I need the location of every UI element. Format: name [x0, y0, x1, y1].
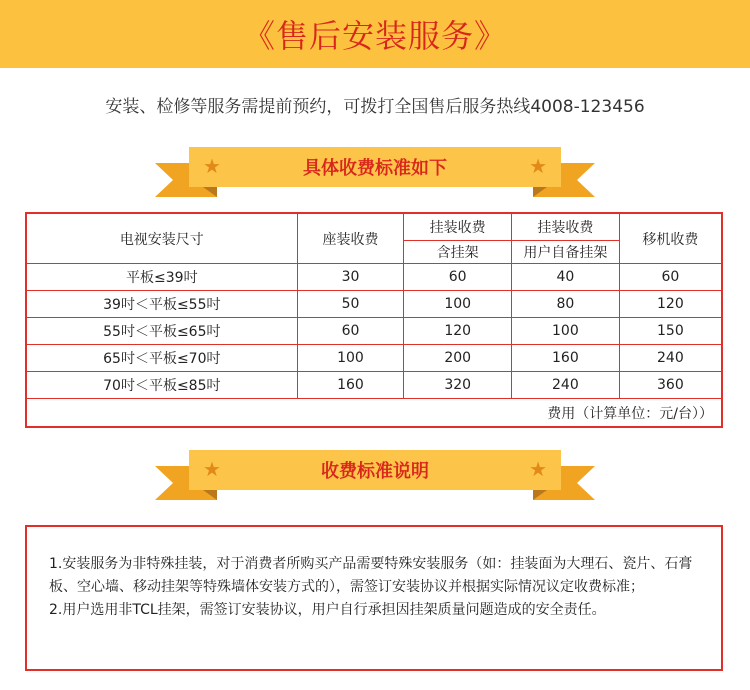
fee-explanation-ribbon: [155, 450, 595, 500]
seat-fee-cell: 100: [297, 345, 404, 372]
table-row: [26, 264, 722, 291]
header-wall-fee-own-bracket: 挂装收费: [512, 213, 620, 241]
ribbon-band: [189, 147, 561, 187]
explanation-item: 1.安装服务为非特殊挂装，对于消费者所购买产品需要特殊安装服务（如：挂装面为大理石、瓷片、石膏板、空心墙、移动挂架等特殊墙体安装方式的），需签订安装协议并根据实际情况议定收费标准；: [49, 556, 693, 595]
fee-table: [25, 212, 723, 428]
wall-fee-own-bracket-cell: 40: [512, 264, 620, 291]
wall-fee-with-bracket-cell: 120: [404, 318, 512, 345]
fee-explanation-box: [25, 525, 723, 671]
star-icon: ★: [203, 154, 221, 178]
ribbon-label: 收费标准说明: [321, 461, 429, 482]
page-title: 《售后安装服务》: [242, 17, 507, 55]
table-row: [26, 372, 722, 399]
fee-standard-ribbon: [155, 147, 595, 197]
header-banner: [0, 0, 750, 68]
header-tv-size: 电视安装尺寸: [26, 213, 297, 264]
table-row: [26, 291, 722, 318]
star-icon: ★: [203, 457, 221, 481]
seat-fee-cell: 30: [297, 264, 404, 291]
wall-fee-own-bracket-cell: 240: [512, 372, 620, 399]
move-fee-cell: 120: [619, 291, 722, 318]
header-move-fee: 移机收费: [619, 213, 722, 264]
header-wall-fee-with-bracket: 挂装收费: [404, 213, 512, 241]
wall-fee-with-bracket-cell: 320: [404, 372, 512, 399]
explanation-item: 2.用户选用非TCL挂架，需签订安装协议，用户自行承担因挂架质量问题造成的安全责任。: [49, 602, 606, 618]
table-row: [26, 345, 722, 372]
wall-fee-with-bracket-cell: 200: [404, 345, 512, 372]
size-cell: 65吋＜平板≤70吋: [26, 345, 297, 372]
wall-fee-own-bracket-cell: 160: [512, 345, 620, 372]
ribbon-label: 具体收费标准如下: [303, 158, 447, 179]
move-fee-cell: 150: [619, 318, 722, 345]
wall-fee-with-bracket-cell: 100: [404, 291, 512, 318]
wall-fee-with-bracket-cell: 60: [404, 264, 512, 291]
size-cell: 39吋＜平板≤55吋: [26, 291, 297, 318]
star-icon: ★: [529, 154, 547, 178]
wall-fee-own-bracket-cell: 100: [512, 318, 620, 345]
seat-fee-cell: 50: [297, 291, 404, 318]
table-footer-unit-note: 费用（计算单位：元/台））: [26, 399, 722, 428]
size-cell: 平板≤39吋: [26, 264, 297, 291]
service-hotline-notice: 安装、检修等服务需提前预约，可拨打全国售后服务热线4008-123456: [105, 97, 645, 117]
move-fee-cell: 360: [619, 372, 722, 399]
seat-fee-cell: 60: [297, 318, 404, 345]
move-fee-cell: 240: [619, 345, 722, 372]
ribbon-band: [189, 450, 561, 490]
size-cell: 55吋＜平板≤65吋: [26, 318, 297, 345]
header-seat-fee: 座装收费: [297, 213, 404, 264]
star-icon: ★: [529, 457, 547, 481]
move-fee-cell: 60: [619, 264, 722, 291]
seat-fee-cell: 160: [297, 372, 404, 399]
subheader-own-bracket: 用户自备挂架: [512, 241, 620, 264]
table-row: [26, 318, 722, 345]
size-cell: 70吋＜平板≤85吋: [26, 372, 297, 399]
subheader-with-bracket: 含挂架: [404, 241, 512, 264]
wall-fee-own-bracket-cell: 80: [512, 291, 620, 318]
